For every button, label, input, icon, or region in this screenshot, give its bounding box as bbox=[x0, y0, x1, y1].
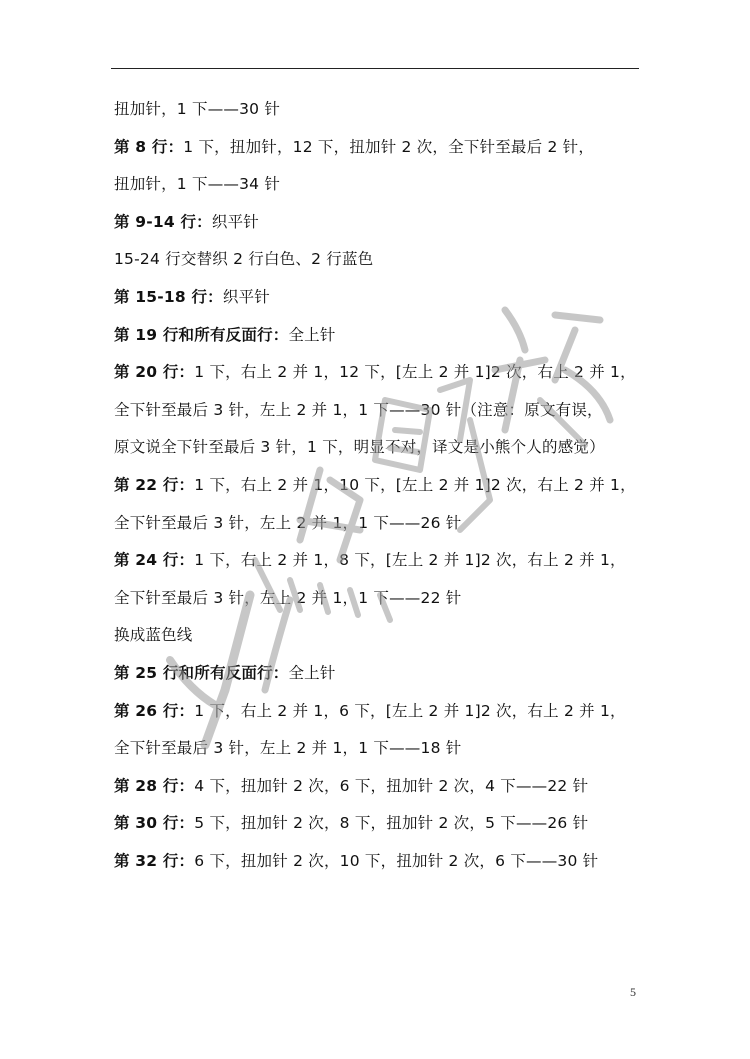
text-line bbox=[114, 209, 644, 247]
text-line bbox=[114, 735, 644, 773]
text-line bbox=[114, 810, 644, 848]
text-line bbox=[114, 660, 644, 698]
row-instruction: 4 下，扭加针 2 次，6 下，扭加针 2 次，4 下——22 针 bbox=[194, 776, 589, 795]
row-label: 第 9-14 行： bbox=[114, 212, 212, 231]
row-label: 第 32 行： bbox=[114, 851, 195, 870]
row-instruction: 全下针至最后 3 针，左上 2 并 1，1 下——26 针 bbox=[114, 513, 462, 532]
row-label: 第 22 行： bbox=[114, 475, 195, 494]
row-instruction: 全下针至最后 3 针，左上 2 并 1，1 下——22 针 bbox=[114, 588, 462, 607]
text-line bbox=[114, 585, 644, 623]
row-instruction: 1 下，右上 2 并 1，6 下，[左上 2 并 1]2 次，右上 2 并 1， bbox=[194, 701, 626, 720]
row-instruction: 换成蓝色线 bbox=[114, 626, 193, 645]
text-line bbox=[114, 434, 644, 472]
text-line bbox=[114, 773, 644, 811]
text-line bbox=[114, 322, 644, 360]
row-instruction: 1 下，扭加针，12 下，扭加针 2 次，全下针至最后 2 针， bbox=[183, 137, 595, 156]
row-label: 第 20 行： bbox=[114, 363, 195, 382]
text-line bbox=[114, 547, 644, 585]
row-instruction: 6 下，扭加针 2 次，10 下，扭加针 2 次，6 下——30 针 bbox=[194, 851, 599, 870]
row-label: 第 28 行： bbox=[114, 776, 195, 795]
text-line bbox=[114, 96, 644, 134]
text-line bbox=[114, 397, 644, 435]
row-label: 第 24 行： bbox=[114, 551, 195, 570]
row-label: 第 26 行： bbox=[114, 701, 195, 720]
row-label: 第 15-18 行： bbox=[114, 287, 223, 306]
row-instruction: 全上针 bbox=[288, 663, 336, 682]
text-line bbox=[114, 698, 644, 736]
text-line bbox=[114, 246, 644, 284]
document-body bbox=[114, 96, 644, 885]
row-instruction: 全下针至最后 3 针，左上 2 并 1，1 下——30 针（注意：原文有误， bbox=[114, 400, 603, 419]
row-instruction: 全下针至最后 3 针，左上 2 并 1，1 下——18 针 bbox=[114, 739, 462, 758]
row-instruction: 1 下，右上 2 并 1，12 下，[左上 2 并 1]2 次，右上 2 并 1， bbox=[194, 363, 636, 382]
row-instruction: 织平针 bbox=[222, 287, 270, 306]
text-line bbox=[114, 284, 644, 322]
row-instruction: 扭加针，1 下——30 针 bbox=[114, 100, 281, 118]
text-line bbox=[114, 510, 644, 548]
text-line bbox=[114, 359, 644, 397]
row-instruction: 1 下，右上 2 并 1，8 下，[左上 2 并 1]2 次，右上 2 并 1， bbox=[194, 551, 626, 570]
row-instruction: 扭加针，1 下——34 针 bbox=[114, 175, 281, 194]
text-line bbox=[114, 171, 644, 209]
row-label: 第 8 行： bbox=[114, 137, 184, 156]
row-instruction: 全上针 bbox=[288, 325, 336, 344]
text-line bbox=[114, 848, 644, 886]
row-label: 第 25 行和所有反面行： bbox=[114, 663, 289, 682]
row-label: 第 19 行和所有反面行： bbox=[114, 325, 289, 344]
row-instruction: 原文说全下针至最后 3 针，1 下，明显不对，译文是小熊个人的感觉） bbox=[114, 438, 605, 457]
row-instruction: 5 下，扭加针 2 次，8 下，扭加针 2 次，5 下——26 针 bbox=[194, 814, 589, 833]
row-instruction: 1 下，右上 2 并 1，10 下，[左上 2 并 1]2 次，右上 2 并 1， bbox=[194, 475, 636, 494]
row-instruction: 15-24 行交替织 2 行白色、2 行蓝色 bbox=[114, 250, 374, 269]
page-number: 5 bbox=[630, 985, 636, 999]
text-line bbox=[114, 134, 644, 172]
row-instruction: 织平针 bbox=[211, 212, 259, 231]
text-line bbox=[114, 472, 644, 510]
row-label: 第 30 行： bbox=[114, 814, 195, 833]
text-line bbox=[114, 622, 644, 660]
header-rule bbox=[111, 68, 639, 69]
